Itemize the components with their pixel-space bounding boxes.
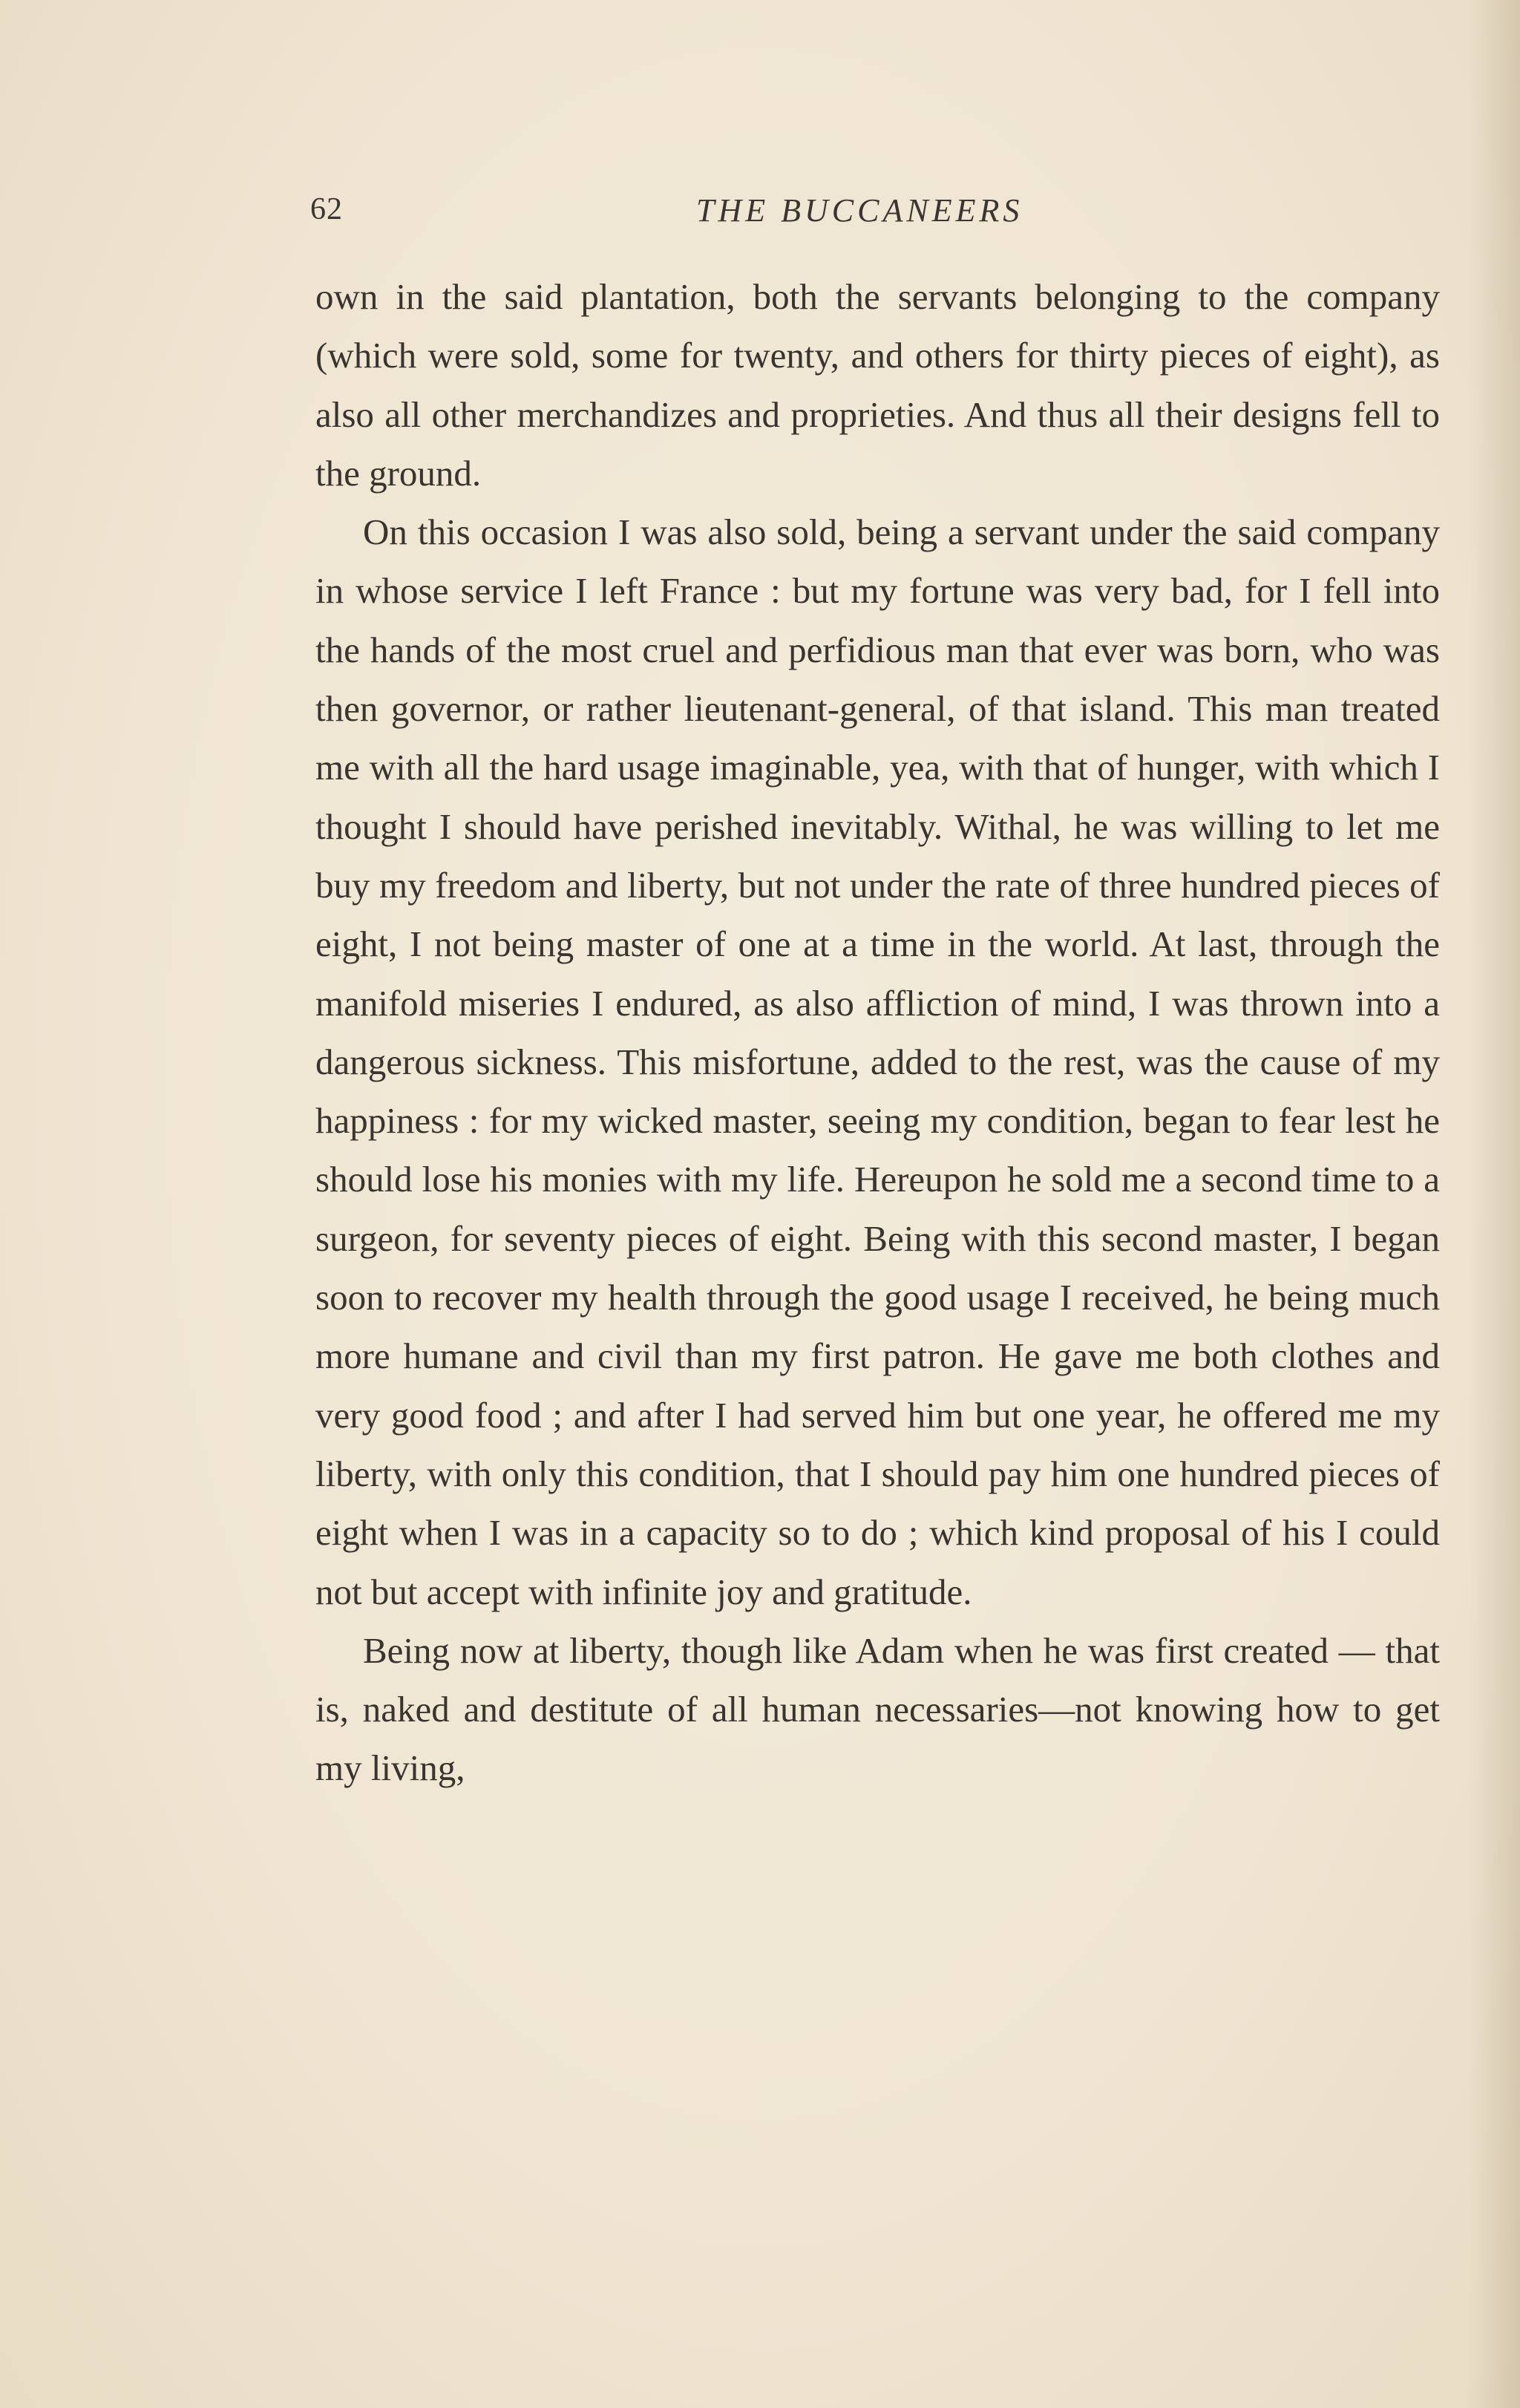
body-text xyxy=(315,267,1440,1798)
paragraph: On this occasion I was also sold, being a servant under the said company in whose service I left France : but my fortune was very bad, for I fell into the hands of the most cruel and perfidious man that ever was born, who was then governor, or rather lieutenant-general, of that island. This man treated me with all the hard usage imaginable, yea, with that of hunger, with which I thought I should have perished inevitably. Withal, he was willing to let me buy my freedom and liberty, but not under the rate of three hundred pieces of eight, I not being master of one at a time in the world. At last, through the manifold miseries I endured, as also affliction of mind, I was thrown into a dangerous sickness. This misfortune, added to the rest, was the cause of my happiness : for my wicked master, seeing my condition, began to fear lest he should lose his monies with my life. Hereupon he sold me a second time to a surgeon, for seventy pieces of eight. Being with this second master, I began soon to recover my health through the good usage I received, he being much more humane and civil than my first patron. He gave me both clothes and very good food ; and after I had served him but one year, he offered me my liberty, with only this condition, that I should pay him one hundred pieces of eight when I was in a capacity so to do ; which kind proposal of his I could not but accept with infinite joy and gratitude. xyxy=(315,511,1440,1612)
running-title: THE BUCCANEERS xyxy=(696,192,1023,229)
page-edge-shadow xyxy=(1468,0,1520,2408)
paragraph: Being now at liberty, though like Adam when he was first created — that is, naked and destitute of all human necessaries—not knowing how to get my living, xyxy=(315,1629,1440,1789)
running-head xyxy=(310,192,1438,243)
paragraph-continued: own in the said plantation, both the servants belonging to the company (which were sold, some for twenty, and others for thirty pieces of eight), as also all other merchandizes and proprieties. And thus all their designs fell to the ground. xyxy=(315,276,1440,494)
page-number: 62 xyxy=(310,192,343,226)
